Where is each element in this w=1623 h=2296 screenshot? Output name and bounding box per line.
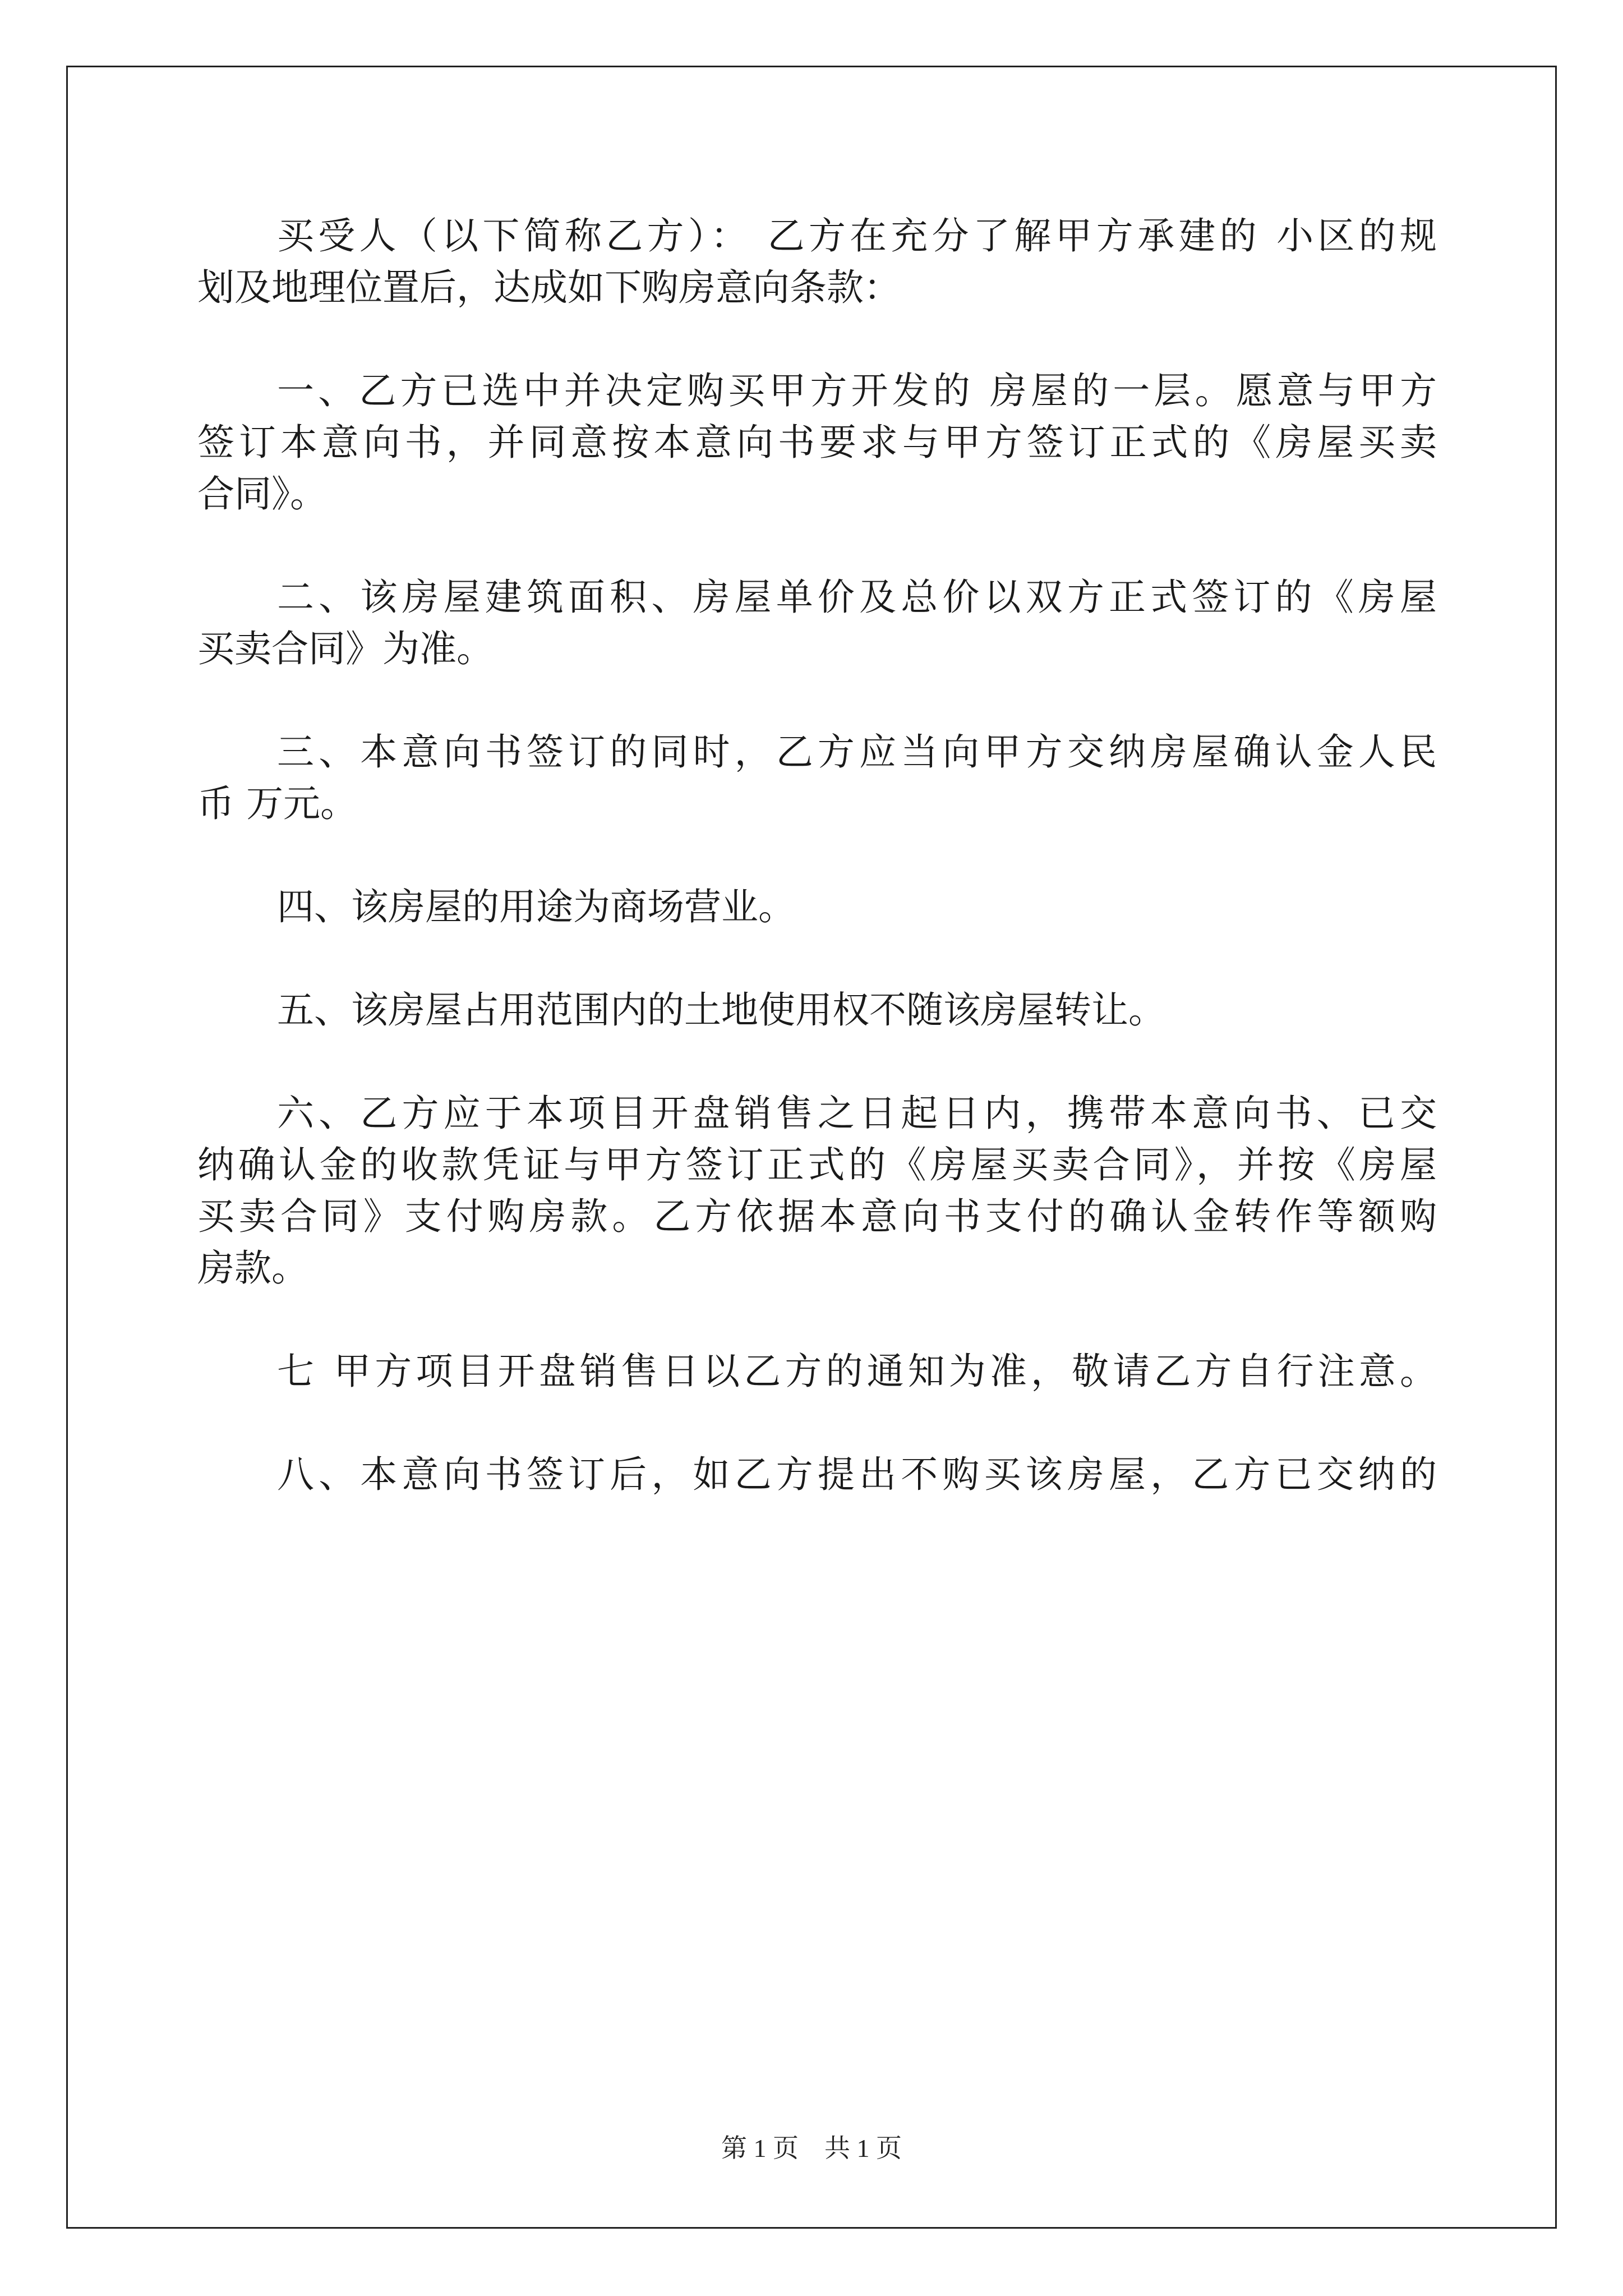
text-line: 房款。 xyxy=(197,1246,308,1290)
paragraph-clause-2 xyxy=(197,572,1437,675)
paragraph-clause-6 xyxy=(197,1088,1437,1294)
paragraph-clause-5 xyxy=(197,984,1437,1036)
text-line: 四、该房屋的用途为商场营业。 xyxy=(277,885,795,928)
text-line: 一、乙方已选中并决定购买甲方开发的 房屋的一层。愿意与甲方 xyxy=(277,369,1437,412)
paragraph-clause-7 xyxy=(197,1346,1437,1397)
paragraph-1 xyxy=(197,210,1437,314)
text-line: 八、本意向书签订后，如乙方提出不购买该房屋，乙方已交纳的 xyxy=(277,1453,1437,1496)
document-body xyxy=(197,210,1437,1501)
text-line: 七 甲方项目开盘销售日以乙方的通知为准，敬请乙方自行注意。 xyxy=(277,1350,1437,1393)
text-line: 币 万元。 xyxy=(197,782,357,825)
text-line: 二、该房屋建筑面积、房屋单价及总价以双方正式签订的《房屋 xyxy=(277,576,1437,619)
paragraph-clause-1 xyxy=(197,365,1437,520)
text-line: 纳确认金的收款凭证与甲方签订正式的《房屋买卖合同》，并按《房屋 xyxy=(197,1143,1437,1186)
paragraph-clause-4 xyxy=(197,881,1437,933)
page-number-footer: 第 1 页 共 1 页 xyxy=(721,2134,902,2162)
text-line: 五、该房屋占用范围内的土地使用权不随该房屋转让。 xyxy=(277,988,1165,1032)
text-line: 签订本意向书，并同意按本意向书要求与甲方签订正式的《房屋买卖 xyxy=(197,421,1437,464)
text-line: 买卖合同》支付购房款。乙方依据本意向书支付的确认金转作等额购 xyxy=(197,1195,1437,1238)
text-line: 买卖合同》为准。 xyxy=(197,627,494,670)
text-line: 合同》。 xyxy=(197,472,327,516)
paragraph-clause-8 xyxy=(197,1449,1437,1501)
text-line: 三、本意向书签订的同时，乙方应当向甲方交纳房屋确认金人民 xyxy=(277,730,1437,774)
text-line: 六、乙方应于本项目开盘销售之日起日内，携带本意向书、已交 xyxy=(277,1092,1437,1135)
text-line: 划及地理位置后，达成如下购房意向条款： xyxy=(197,266,901,309)
text-line: 买受人（以下简称乙方）： 乙方在充分了解甲方承建的 小区的规 xyxy=(277,214,1437,257)
paragraph-clause-3 xyxy=(197,726,1437,830)
